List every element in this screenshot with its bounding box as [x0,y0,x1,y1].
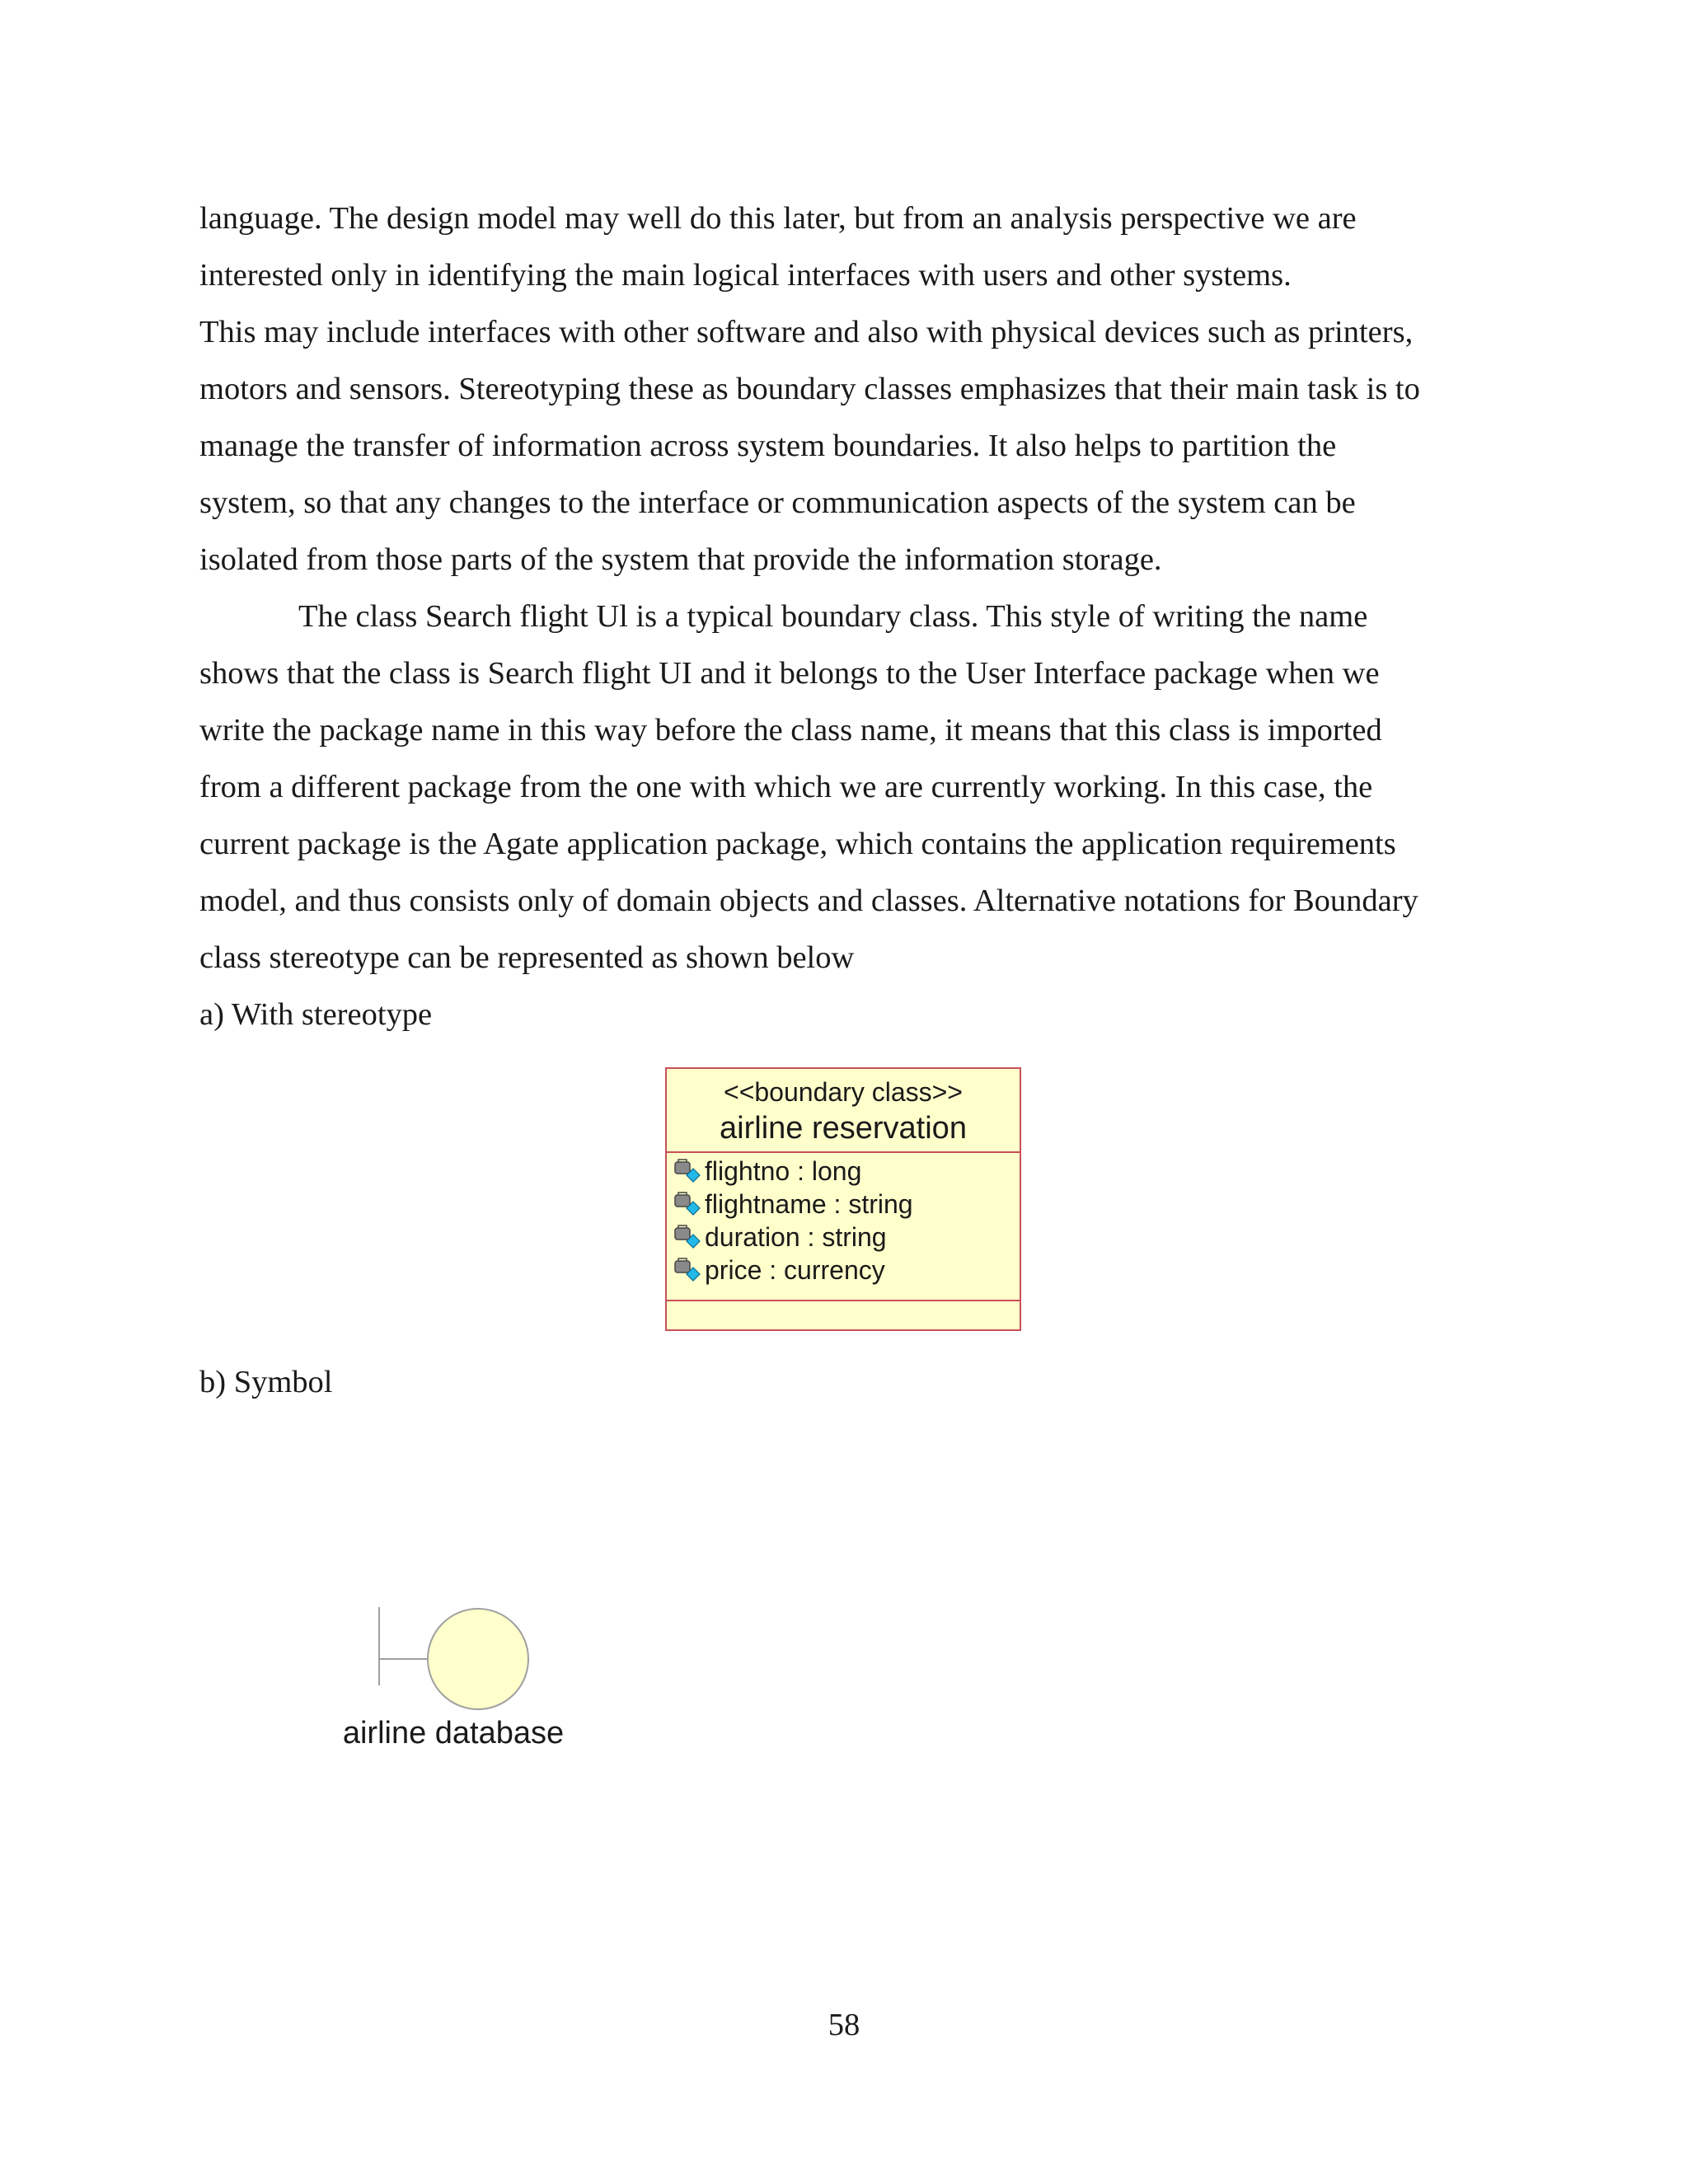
uml-attribute-text: flightno : long [705,1156,862,1186]
uml-attribute-text: duration : string [705,1222,887,1252]
text-line: interested only in identifying the main logical interfaces with users and other systems. [199,258,1292,293]
text-line: isolated from those parts of the system that provide the information storage. [199,542,1162,577]
uml-attribute-list [667,1153,1020,1301]
uml-class-name: airline reservation [720,1111,967,1146]
text-line: shows that the class is Search flight UI and it belongs to the User Interface package when we [199,656,1380,691]
uml-class-header [667,1069,1020,1153]
uml-attribute-text: flightname : string [705,1189,913,1219]
uml-class-box [665,1067,1021,1331]
private-attribute-icon [672,1223,705,1251]
text-line: a) With stereotype [199,997,433,1032]
page-number: 58 [828,2008,860,2042]
symbol-heading: b) Symbol [199,1365,333,1399]
boundary-symbol-icon [375,1603,540,1710]
text-line: manage the transfer of information across system boundaries. It also helps to partition the [199,429,1337,463]
private-attribute-icon [672,1256,705,1284]
text-line: language. The design model may well do this later, but from an analysis perspective we are [199,201,1357,236]
uml-attribute [667,1221,1020,1254]
text-line: write the package name in this way before the class name, it means that this class is imported [199,713,1382,748]
private-attribute-icon [672,1190,705,1218]
boundary-symbol-label: airline database [342,1716,565,1750]
text-line: This may include interfaces with other software and also with physical devices such as printers, [199,315,1414,349]
uml-attribute [667,1188,1020,1221]
text-line: model, and thus consists only of domain objects and classes. Alternative notations for Boundary [199,883,1418,918]
private-attribute-icon [672,1157,705,1185]
uml-attribute [667,1155,1020,1188]
text-line: current package is the Agate application package, which contains the application requirements [199,827,1396,861]
uml-stereotype: <<boundary class>> [724,1077,963,1107]
text-line: The class Search flight Ul is a typical boundary class. This style of writing the name [298,599,1368,634]
text-line: from a different package from the one with which we are currently working. In this case, the [199,770,1373,804]
text-line: motors and sensors. Stereotyping these as boundary classes emphasizes that their main task is to [199,372,1420,406]
uml-attribute-text: price : currency [705,1255,885,1285]
text-line: class stereotype can be represented as shown below [199,940,855,975]
uml-attribute [667,1254,1020,1286]
text-line: system, so that any changes to the interface or communication aspects of the system can be [199,485,1356,520]
